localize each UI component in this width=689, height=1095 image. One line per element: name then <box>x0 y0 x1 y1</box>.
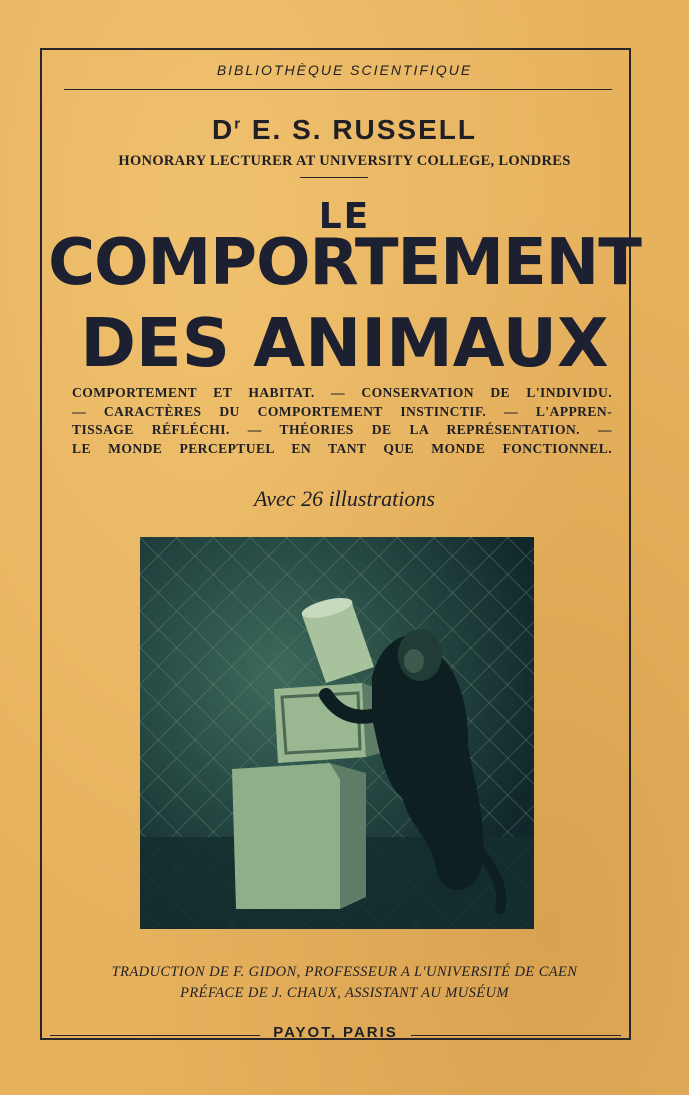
publisher-name: PAYOT, PARIS <box>273 1024 398 1041</box>
author-affiliation: HONORARY LECTURER AT UNIVERSITY COLLEGE, LONDRES <box>118 153 571 169</box>
translation-credits <box>0 962 689 1004</box>
topics-line: — CARACTÈRES DU COMPORTEMENT INSTINCTIF. — L'APPREN- <box>72 403 612 419</box>
illustrations-note: Avec 26 illustrations <box>254 486 435 511</box>
topics-block <box>72 384 612 458</box>
footer-rule-right <box>411 1035 621 1036</box>
author-fullname: E. S. RUSSELL <box>251 114 477 145</box>
author-prefix-sup: r <box>234 115 243 133</box>
topics-line: LE MONDE PERCEPTUEL EN TANT QUE MONDE FONCTIONNEL. <box>72 440 612 456</box>
title-line-3: DES ANIMAUX <box>80 304 609 382</box>
cover-photo <box>140 537 534 929</box>
author-name <box>0 114 689 146</box>
author-prefix: D <box>211 114 235 145</box>
topics-line: COMPORTEMENT ET HABITAT. — CONSERVATION DE L'INDIVIDU. <box>72 385 612 400</box>
publisher-footer <box>40 1024 631 1046</box>
topics-line: TISSAGE RÉFLÉCHI. — THÉORIES DE LA REPRÉSENTATION. — <box>72 422 612 437</box>
series-rule <box>64 89 612 90</box>
title-line-1: LE <box>318 196 371 237</box>
translator-line: TRADUCTION DE F. GIDON, PROFESSEUR A L'UNIVERSITÉ DE CAEN <box>111 964 578 980</box>
author-rule <box>300 177 368 178</box>
series-title: BIBLIOTHÈQUE SCIENTIFIQUE <box>216 62 473 78</box>
monkey-with-boxes-photo <box>140 537 534 929</box>
title-line-2: COMPORTEMENT <box>48 226 641 300</box>
preface-line: PRÉFACE DE J. CHAUX, ASSISTANT AU MUSÉUM <box>180 985 509 1001</box>
